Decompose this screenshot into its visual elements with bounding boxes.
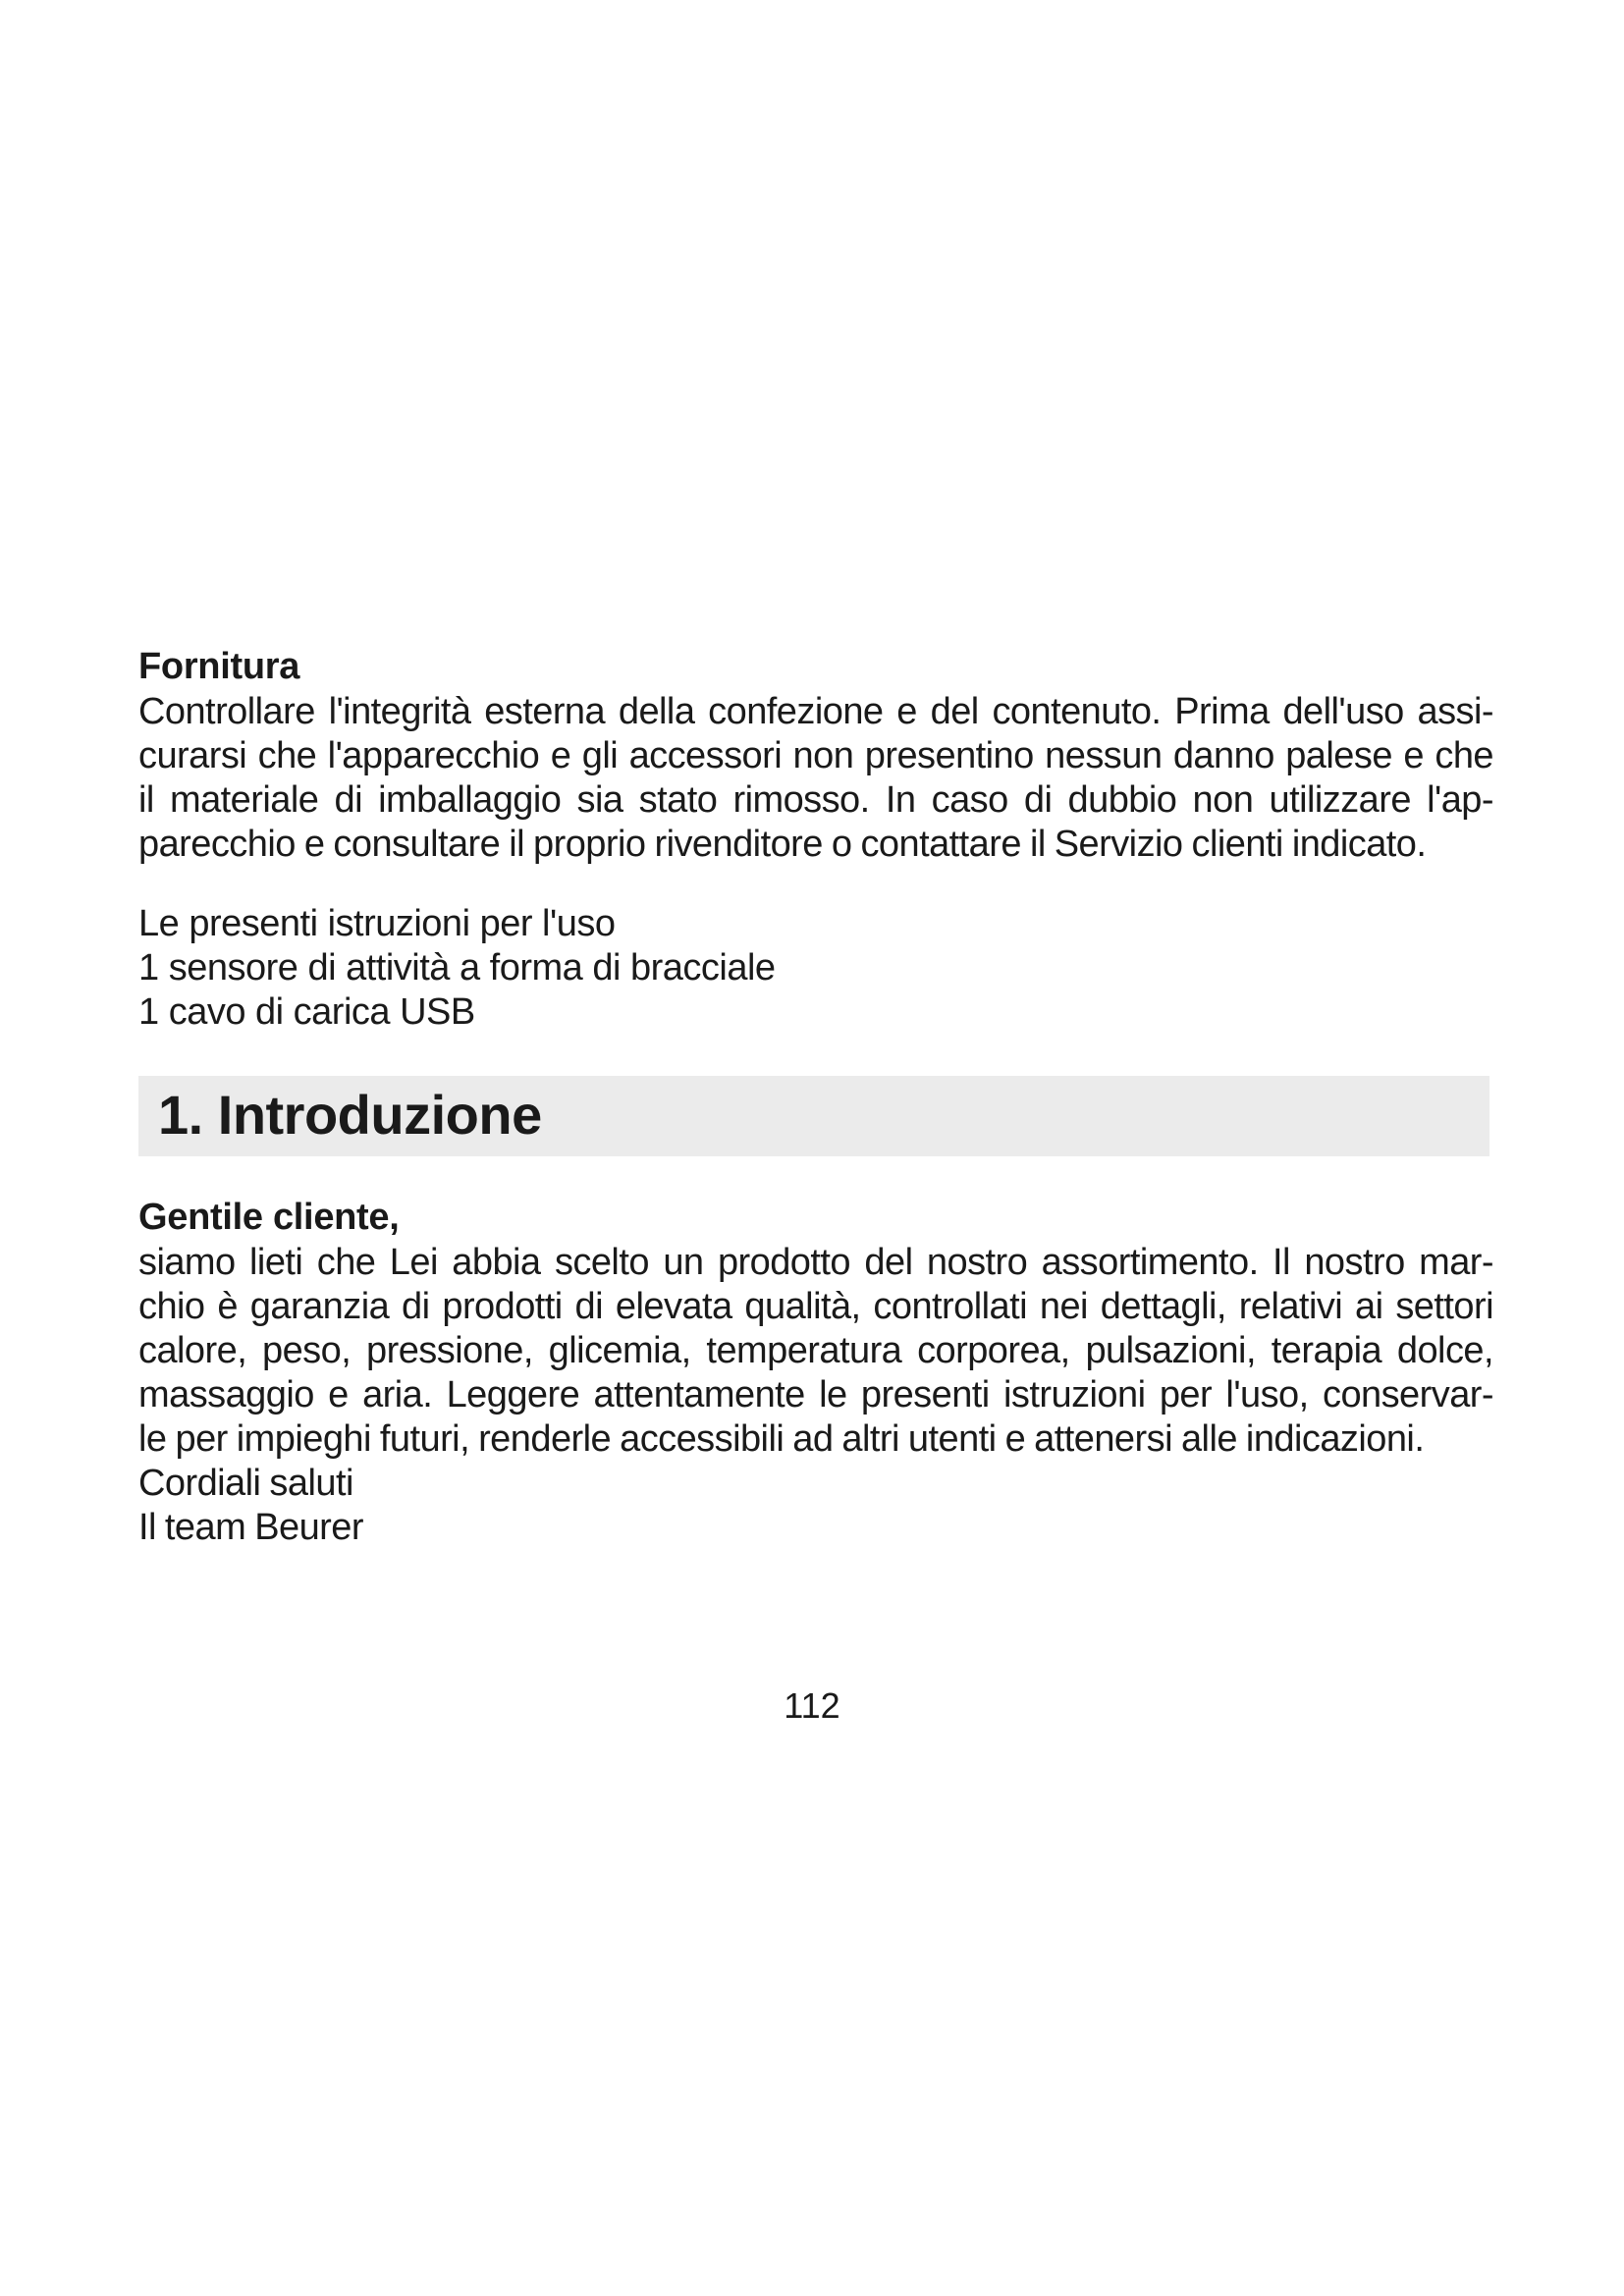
- list-item: Le presenti istruzioni per l'uso: [138, 903, 616, 944]
- list-item: 1 sensore di attività a forma di bracciale: [138, 947, 776, 988]
- intro-closing: Cordiali saluti: [138, 1463, 353, 1504]
- section-title: 1. Introduzione: [158, 1084, 542, 1146]
- intro-line: chio è garanzia di prodotti di elevata qualità, controllati nei dettagli, relativi ai settori: [138, 1286, 1493, 1327]
- intro-paragraph: [138, 1241, 1493, 1550]
- fornitura-line: Controllare l'integrità esterna della confezione e del contenuto. Prima dell'uso assi-: [138, 691, 1493, 732]
- intro-greeting: Gentile cliente,: [138, 1197, 400, 1238]
- intro-signature: Il team Beurer: [138, 1507, 363, 1548]
- fornitura-line: parecchio e consultare il proprio rivenditore o contattare il Servizio clienti indicato.: [138, 824, 1427, 865]
- page-content: [138, 643, 1493, 1550]
- fornitura-items-list: [138, 902, 1493, 1035]
- intro-line: massaggio e aria. Leggere attentamente le presenti istruzioni per l'uso, conservar-: [138, 1374, 1493, 1415]
- page-number: 112: [784, 1685, 840, 1726]
- fornitura-heading: Fornitura: [138, 646, 300, 687]
- intro-line: siamo lieti che Lei abbia scelto un prodotto del nostro assortimento. Il nostro mar-: [138, 1242, 1493, 1283]
- fornitura-line: il materiale di imballaggio sia stato rimosso. In caso di dubbio non utilizzare l'ap-: [138, 779, 1493, 821]
- fornitura-line: curarsi che l'apparecchio e gli accessori non presentino nessun danno palese e che: [138, 735, 1493, 776]
- intro-line: le per impieghi futuri, renderle accessibili ad altri utenti e attenersi alle indicazioni.: [138, 1418, 1425, 1460]
- fornitura-paragraph: [138, 690, 1493, 867]
- intro-line: calore, peso, pressione, glicemia, temperatura corporea, pulsazioni, terapia dolce,: [138, 1330, 1493, 1371]
- list-item: 1 cavo di carica USB: [138, 991, 475, 1033]
- section-banner: [138, 1076, 1489, 1156]
